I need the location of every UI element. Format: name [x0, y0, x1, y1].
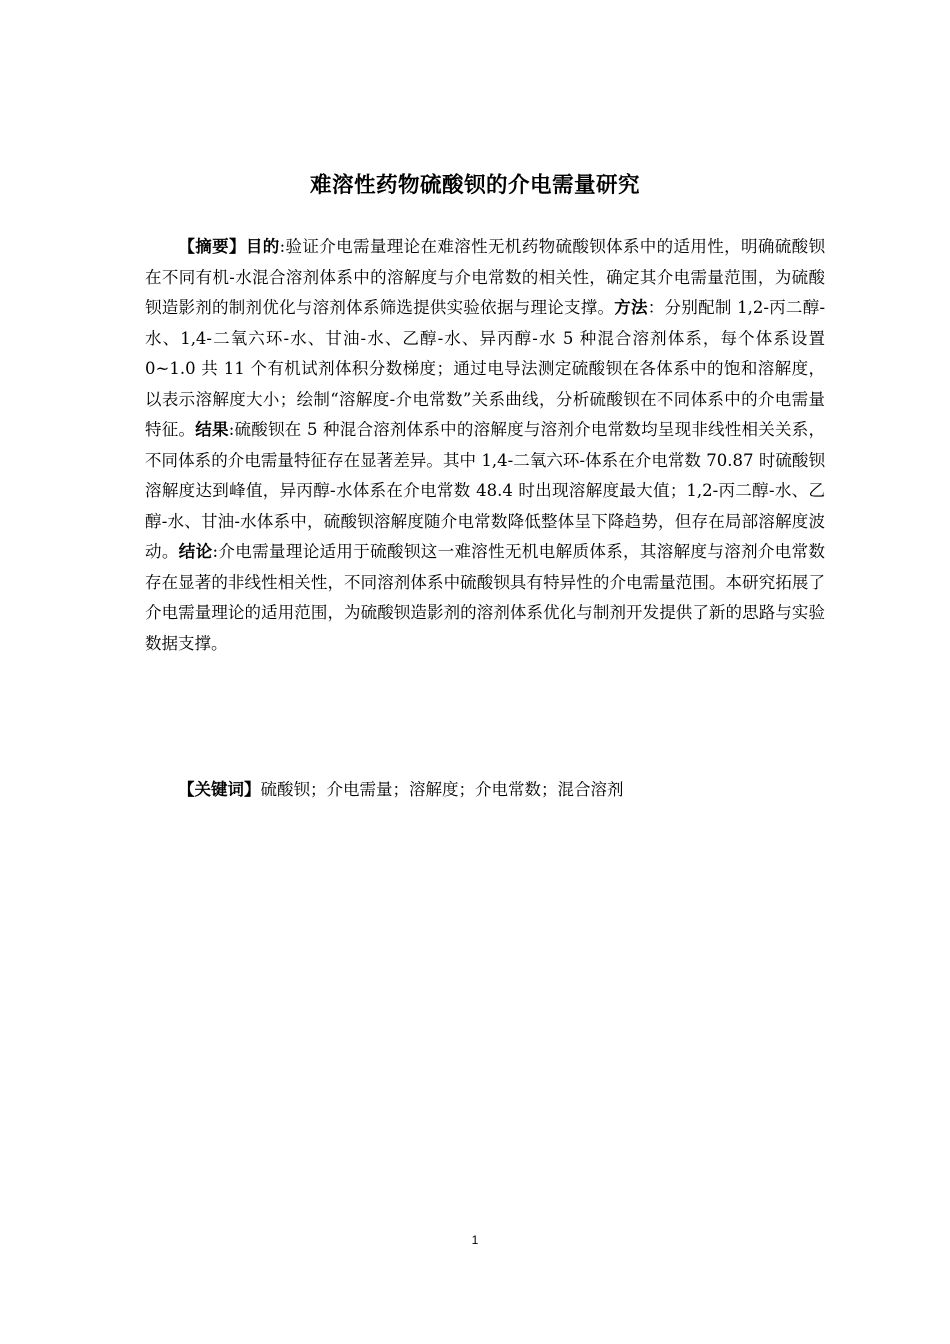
keywords-paragraph — [145, 775, 825, 806]
abstract-label: 【摘要】 — [178, 237, 246, 256]
method-text: ：分别配制 1,2-丙二醇-水、1,4-二氧六环-水、甘油-水、乙醇-水、异丙醇-水 5 种混合溶剂体系，每个体系设置 0~1.0 共 11 个有机试剂体积分数梯度；通过电导法测定硫酸钡在各体系中的饱和溶解度，以表示溶解度大小；绘制“溶解度-介电常数”关系曲线，分析硫酸钡在不同体系中的介电需量特征。 — [145, 298, 826, 439]
page-number: 1 — [471, 1233, 479, 1247]
method-label: 方法 — [614, 298, 648, 317]
objective-label: 目的 — [245, 237, 280, 256]
abstract-paragraph — [145, 232, 825, 659]
keywords-text: 硫酸钡；介电需量；溶解度；介电常数；混合溶剂 — [260, 780, 624, 799]
objective-text: :验证介电需量理论在难溶性无机药物硫酸钡体系中的适用性，明确硫酸钡在不同有机-水混合溶剂体系中的溶解度与介电常数的相关性，确定其介电需量范围，为硫酸钡造影剂的制剂优化与溶剂体系筛选提供实验依据与理论支撑。 — [145, 237, 826, 317]
conclusion-label: 结论 — [178, 542, 213, 561]
result-label: 结果 — [195, 420, 229, 439]
keywords-label: 【关键词】 — [178, 780, 261, 799]
conclusion-text: :介电需量理论适用于硫酸钡这一难溶性无机电解质体系，其溶解度与溶剂介电常数存在显著的非线性相关性，不同溶剂体系中硫酸钡具有特异性的介电需量范围。本研究拓展了介电需量理论的适用范围，为硫酸钡造影剂的溶剂体系优化与制剂开发提供了新的思路与实验数据支撑。 — [145, 542, 826, 653]
paper-title: 难溶性药物硫酸钡的介电需量研究 — [309, 173, 640, 198]
result-text: :硫酸钡在 5 种混合溶剂体系中的溶解度与溶剂介电常数均呈现非线性相关关系，不同体系的介电需量特征存在显著差异。其中 1,4-二氧六环-体系在介电常数 70.87 时硫酸钡溶解度达到峰值，异丙醇-水体系在介电常数 48.4 时出现溶解度最大值；1,2-丙二醇-水、乙醇-水、甘油-水体系中，硫酸钡溶解度随介电常数降低整体呈下降趋势，但存在局部溶解度波动。 — [145, 420, 826, 561]
